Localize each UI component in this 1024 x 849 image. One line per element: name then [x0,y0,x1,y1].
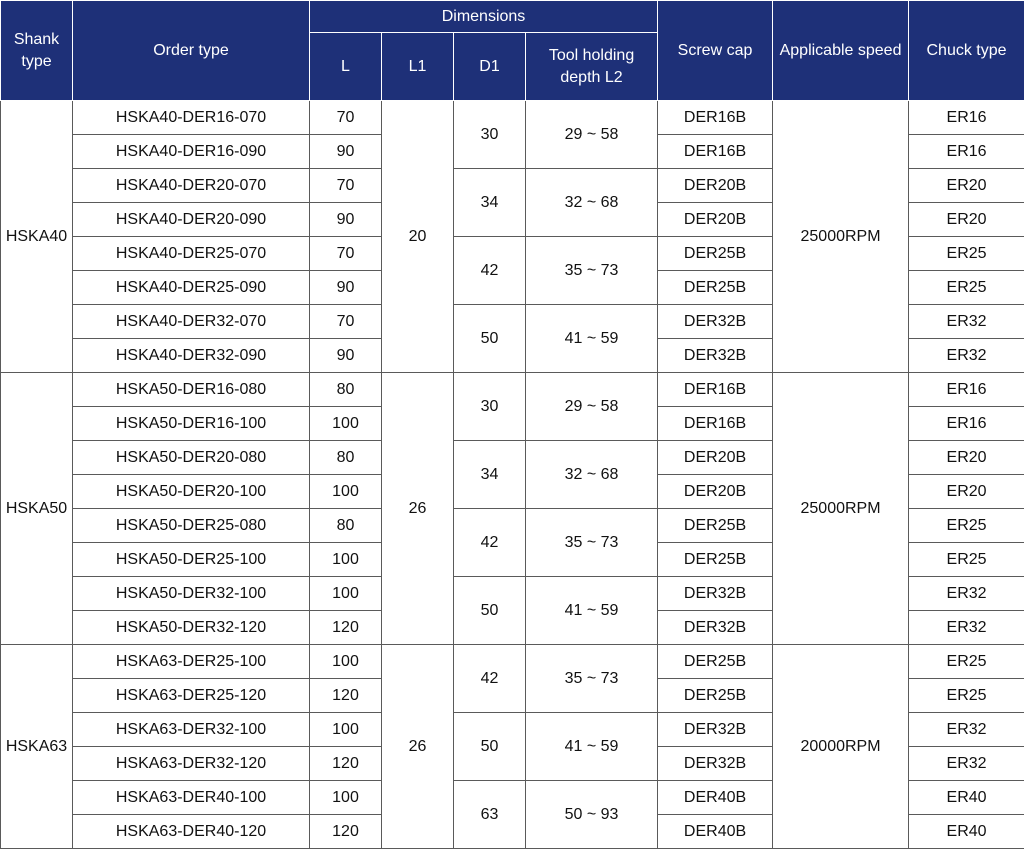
d1-cell: 30 [454,101,526,169]
screw-cap-cell: DER20B [658,441,773,475]
l1-cell: 20 [382,101,454,373]
header-l1: L1 [382,33,454,101]
order-type-cell: HSKA40-DER20-070 [73,169,310,203]
chuck-type-cell: ER25 [909,271,1024,305]
chuck-type-cell: ER32 [909,611,1024,645]
screw-cap-cell: DER20B [658,169,773,203]
header-shank-type: Shank type [1,1,73,101]
table-row [1,645,1024,679]
screw-cap-cell: DER32B [658,339,773,373]
l-cell: 100 [310,645,382,679]
chuck-type-cell: ER25 [909,543,1024,577]
order-type-cell: HSKA50-DER16-080 [73,373,310,407]
table-row [1,101,1024,135]
l-cell: 90 [310,135,382,169]
header-applicable-speed: Applicable speed [773,1,909,101]
l2-cell: 32 ~ 68 [526,169,658,237]
screw-cap-cell: DER32B [658,713,773,747]
l2-cell: 29 ~ 58 [526,373,658,441]
screw-cap-cell: DER25B [658,679,773,713]
l-cell: 70 [310,237,382,271]
shank-type-cell: HSKA40 [1,101,73,373]
order-type-cell: HSKA40-DER25-070 [73,237,310,271]
applicable-speed-cell: 20000RPM [773,645,909,849]
l-cell: 100 [310,577,382,611]
l-cell: 120 [310,815,382,849]
l-cell: 100 [310,713,382,747]
l-cell: 100 [310,781,382,815]
d1-cell: 50 [454,577,526,645]
screw-cap-cell: DER25B [658,509,773,543]
l-cell: 80 [310,373,382,407]
order-type-cell: HSKA63-DER32-100 [73,713,310,747]
chuck-type-cell: ER32 [909,339,1024,373]
order-type-cell: HSKA50-DER25-080 [73,509,310,543]
screw-cap-cell: DER32B [658,747,773,781]
l2-cell: 35 ~ 73 [526,237,658,305]
table-body [1,101,1024,849]
chuck-type-cell: ER32 [909,305,1024,339]
screw-cap-cell: DER20B [658,475,773,509]
l-cell: 90 [310,339,382,373]
l-cell: 80 [310,441,382,475]
order-type-cell: HSKA40-DER25-090 [73,271,310,305]
l2-cell: 41 ~ 59 [526,305,658,373]
screw-cap-cell: DER25B [658,271,773,305]
screw-cap-cell: DER40B [658,781,773,815]
header-screw-cap: Screw cap [658,1,773,101]
l2-cell: 35 ~ 73 [526,509,658,577]
d1-cell: 50 [454,713,526,781]
chuck-type-cell: ER20 [909,441,1024,475]
order-type-cell: HSKA50-DER25-100 [73,543,310,577]
order-type-cell: HSKA63-DER40-120 [73,815,310,849]
shank-type-cell: HSKA63 [1,645,73,849]
l2-cell: 41 ~ 59 [526,577,658,645]
chuck-type-cell: ER32 [909,713,1024,747]
d1-cell: 50 [454,305,526,373]
d1-cell: 42 [454,509,526,577]
chuck-type-cell: ER25 [909,645,1024,679]
l2-cell: 35 ~ 73 [526,645,658,713]
l-cell: 70 [310,169,382,203]
order-type-cell: HSKA40-DER20-090 [73,203,310,237]
header-chuck-type: Chuck type [909,1,1024,101]
order-type-cell: HSKA50-DER32-120 [73,611,310,645]
order-type-cell: HSKA50-DER16-100 [73,407,310,441]
chuck-type-cell: ER20 [909,475,1024,509]
d1-cell: 34 [454,441,526,509]
screw-cap-cell: DER32B [658,611,773,645]
l-cell: 90 [310,271,382,305]
order-type-cell: HSKA63-DER32-120 [73,747,310,781]
order-type-cell: HSKA40-DER32-070 [73,305,310,339]
order-type-cell: HSKA63-DER25-100 [73,645,310,679]
table-header [1,1,1024,101]
chuck-type-cell: ER20 [909,203,1024,237]
l1-cell: 26 [382,645,454,849]
order-type-cell: HSKA40-DER16-070 [73,101,310,135]
l-cell: 100 [310,543,382,577]
shank-type-cell: HSKA50 [1,373,73,645]
screw-cap-cell: DER16B [658,407,773,441]
chuck-type-cell: ER25 [909,679,1024,713]
d1-cell: 42 [454,237,526,305]
header-order-type: Order type [73,1,310,101]
chuck-type-cell: ER32 [909,747,1024,781]
l2-cell: 41 ~ 59 [526,713,658,781]
order-type-cell: HSKA40-DER16-090 [73,135,310,169]
applicable-speed-cell: 25000RPM [773,101,909,373]
order-type-cell: HSKA50-DER32-100 [73,577,310,611]
l-cell: 80 [310,509,382,543]
d1-cell: 30 [454,373,526,441]
chuck-type-cell: ER32 [909,577,1024,611]
header-dimensions: Dimensions [310,1,658,33]
l-cell: 120 [310,611,382,645]
order-type-cell: HSKA63-DER40-100 [73,781,310,815]
chuck-type-cell: ER25 [909,509,1024,543]
l-cell: 100 [310,407,382,441]
order-type-cell: HSKA50-DER20-100 [73,475,310,509]
chuck-type-cell: ER16 [909,373,1024,407]
l2-cell: 32 ~ 68 [526,441,658,509]
screw-cap-cell: DER16B [658,373,773,407]
chuck-type-cell: ER16 [909,101,1024,135]
l-cell: 100 [310,475,382,509]
order-type-cell: HSKA63-DER25-120 [73,679,310,713]
order-type-cell: HSKA50-DER20-080 [73,441,310,475]
screw-cap-cell: DER32B [658,577,773,611]
screw-cap-cell: DER25B [658,543,773,577]
screw-cap-cell: DER25B [658,237,773,271]
screw-cap-cell: DER20B [658,203,773,237]
l-cell: 120 [310,679,382,713]
header-d1: D1 [454,33,526,101]
screw-cap-cell: DER16B [658,135,773,169]
l-cell: 70 [310,101,382,135]
chuck-type-cell: ER40 [909,815,1024,849]
chuck-type-cell: ER40 [909,781,1024,815]
order-type-cell: HSKA40-DER32-090 [73,339,310,373]
header-l2: Tool holding depth L2 [526,33,658,101]
l-cell: 120 [310,747,382,781]
screw-cap-cell: DER32B [658,305,773,339]
screw-cap-cell: DER25B [658,645,773,679]
l2-cell: 29 ~ 58 [526,101,658,169]
table-row [1,373,1024,407]
screw-cap-cell: DER16B [658,101,773,135]
chuck-type-cell: ER20 [909,169,1024,203]
d1-cell: 63 [454,781,526,849]
chuck-type-cell: ER16 [909,135,1024,169]
d1-cell: 42 [454,645,526,713]
d1-cell: 34 [454,169,526,237]
l2-cell: 50 ~ 93 [526,781,658,849]
header-l: L [310,33,382,101]
screw-cap-cell: DER40B [658,815,773,849]
l-cell: 90 [310,203,382,237]
applicable-speed-cell: 25000RPM [773,373,909,645]
chuck-type-cell: ER16 [909,407,1024,441]
chuck-type-cell: ER25 [909,237,1024,271]
l-cell: 70 [310,305,382,339]
l1-cell: 26 [382,373,454,645]
